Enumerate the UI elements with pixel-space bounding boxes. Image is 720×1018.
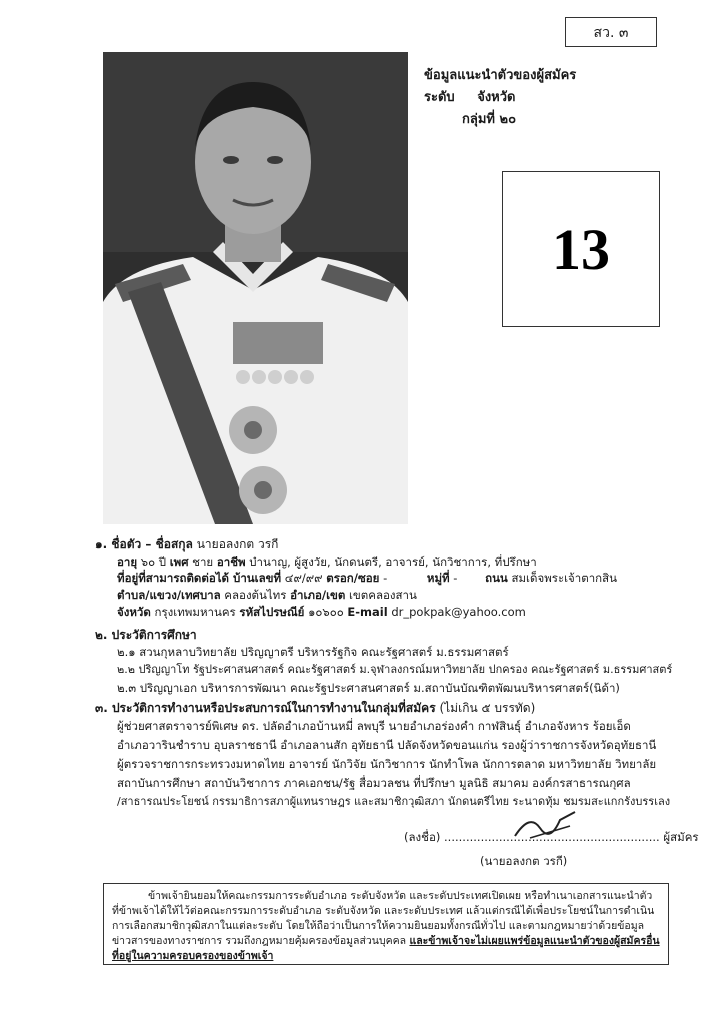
level-row	[424, 86, 515, 107]
address-row	[117, 570, 617, 586]
work-history-line: /สาธารณประโยชน์ กรรมาธิการสภาผู้แทนราษฎร และสมาชิกวุฒิสภา นักดนตรีไทย ระนาดทุ้ม ชมรมสะแกกรังบรรเลง	[117, 795, 671, 808]
subdistrict-label: ตำบล/แขวง/เทศบาล	[117, 588, 221, 602]
district-label: อำเภอ/เขต	[290, 588, 346, 602]
email-value: dr_pokpak@yahoo.com	[391, 605, 526, 619]
alley-value: -	[383, 571, 388, 585]
consent-underlined-text: และข้าพเจ้าจะไม่เผยแพร่ข้อมูลแนะนำตัวของผู้สมัครอื่นที่อยู่ในความครอบครองของข้าพเจ้า	[112, 935, 660, 962]
level-label: ระดับ	[424, 90, 455, 105]
subdistrict-row	[117, 587, 417, 603]
form-code-box: สว. ๓	[565, 17, 657, 47]
moo-value: -	[453, 571, 458, 585]
age-label: อายุ	[117, 555, 138, 569]
road-value: สมเด็จพระเจ้าตากสิน	[511, 571, 618, 585]
age-value: ๖๐ ปี	[140, 555, 167, 569]
consent-text: ข้าพเจ้ายินยอมให้คณะกรรมการระดับอำเภอ ระดับจังหวัด และระดับประเทศเปิดเผย หรือทำเนาเอกสารแนะนำตัว ที่ข้าพเจ้าได้ให้ไว้ต่อคณะกรรมการระดับอำเภอ ระดับจังหวัด และระดับประเทศ แล้วแต่กรณีได้เพื่อประโยชน์ในการดำเนินการเลือกสมาชิกวุฒิสภาในแต่ละระดับ โดยให้ถือว่าเป็นการให้ความยินยอมทั้งกรณีทั่วไป และตามกฎหมายว่าด้วยข้อมูลข่าวสารของทางราชการ รวมถึงกฎหมายคุ้มครองข้อมูลส่วนบุคคล	[112, 890, 655, 947]
section2-heading: ๒. ประวัติการศึกษา	[95, 628, 197, 642]
candidate-photo	[103, 52, 408, 524]
consent-statement-box	[103, 883, 669, 965]
section3-heading-row	[95, 700, 535, 716]
occupation-value: บำนาญ, ผู้สูงวัย, นักดนตรี, อาจารย์, นักวิชาการ, ที่ปรึกษา	[249, 555, 537, 569]
section1-name-row	[95, 536, 278, 552]
email-label: E-mail	[347, 605, 388, 619]
education-item: ๒.๑ สวนกุหลาบวิทยาลัย ปริญญาตรี บริหารรัฐกิจ คณะรัฐศาสตร์ ม.ธรรมศาสตร์	[117, 645, 509, 659]
section1-heading: ๑. ชื่อตัว – ชื่อสกุล	[95, 537, 193, 551]
address-label: ที่อยู่ที่สามารถติดต่อได้ บ้านเลขที่	[117, 571, 282, 585]
form-title: ข้อมูลแนะนำตัวของผู้สมัคร	[424, 68, 577, 83]
sex-label: เพศ	[169, 555, 189, 569]
signature-label: (ลงชื่อ)	[404, 830, 441, 844]
moo-label: หมู่ที่	[426, 571, 450, 585]
group-number: กลุ่มที่ ๒๐	[462, 112, 517, 127]
section3-limit: (ไม่เกิน ๕ บรรทัด)	[439, 701, 536, 715]
road-label: ถนน	[485, 571, 508, 585]
level-value: จังหวัด	[477, 90, 516, 105]
province-row	[117, 604, 526, 620]
signatory-printed-name: (นายอลงกต วรกี)	[480, 854, 568, 868]
signature-role: ผู้สมัคร	[663, 830, 699, 844]
alley-label: ตรอก/ซอย	[326, 571, 380, 585]
work-history-line: ผู้ช่วยศาสตราจารย์พิเศษ ดร. ปลัดอำเภอบ้านหมี่ ลพบุรี นายอำเภอร่องคำ กาฬสินธุ์ อำเภอจังหาร ร้อยเอ็ด	[117, 719, 631, 733]
occupation-label: อาชีพ	[216, 555, 246, 569]
education-item: ๒.๒ ปริญญาโท รัฐประศาสนศาสตร์ คณะรัฐศาสตร์ ม.จุฬาลงกรณ์มหาวิทยาลัย ปกครอง คณะรัฐศาสตร์ ม.ธรรมศาสตร์	[117, 663, 673, 676]
province-label: จังหวัด	[117, 605, 151, 619]
signature-dots: ...........................................................	[444, 830, 660, 844]
candidate-number-box	[502, 171, 660, 327]
age-sex-occupation-row	[117, 554, 537, 570]
postcode-label: รหัสไปรษณีย์	[239, 605, 305, 619]
province-value: กรุงเทพมหานคร	[154, 605, 236, 619]
postcode-value: ๑๐๖๐๐	[308, 605, 344, 619]
district-value: เขตคลองสาน	[349, 588, 417, 602]
subdistrict-value: คลองต้นไทร	[224, 588, 287, 602]
sex-value: ชาย	[192, 555, 214, 569]
work-history-line: อำเภอวารินชำราบ อุบลราชธานี อำเภอลานสัก อุทัยธานี ปลัดจังหวัดขอนแก่น รองผู้ว่าราชการจังหวัดอุทัยธานี	[117, 738, 657, 752]
work-history-line: ผู้ตรวจราชการกระทรวงมหาดไทย อาจารย์ นักวิจัย นักวิชาการ นักทำโพล นักการตลาด มหาวิทยาลัย วิทยาลัย	[117, 757, 657, 771]
handwritten-signature	[510, 808, 580, 842]
education-item: ๒.๓ ปริญญาเอก บริหารการพัฒนา คณะรัฐประศาสนศาสตร์ ม.สถาบันบัณฑิตพัฒนบริหารศาสตร์(นิด้า)	[117, 681, 620, 695]
candidate-name: นายอลงกต วรกี	[196, 537, 279, 551]
section3-heading: ๓. ประวัติการทำงานหรือประสบการณ์ในการทำงานในกลุ่มที่สมัคร	[95, 701, 436, 715]
candidate-number: 13	[552, 216, 610, 282]
work-history-line: สถาบันการศึกษา สถาบันวิชาการ ภาคเอกชน/รัฐ สื่อมวลชน ที่ปรึกษา มูลนิธิ สมาคม องค์กรสาธารณกุศล	[117, 776, 631, 790]
house-number: ๔๙/๙๙	[284, 571, 323, 585]
